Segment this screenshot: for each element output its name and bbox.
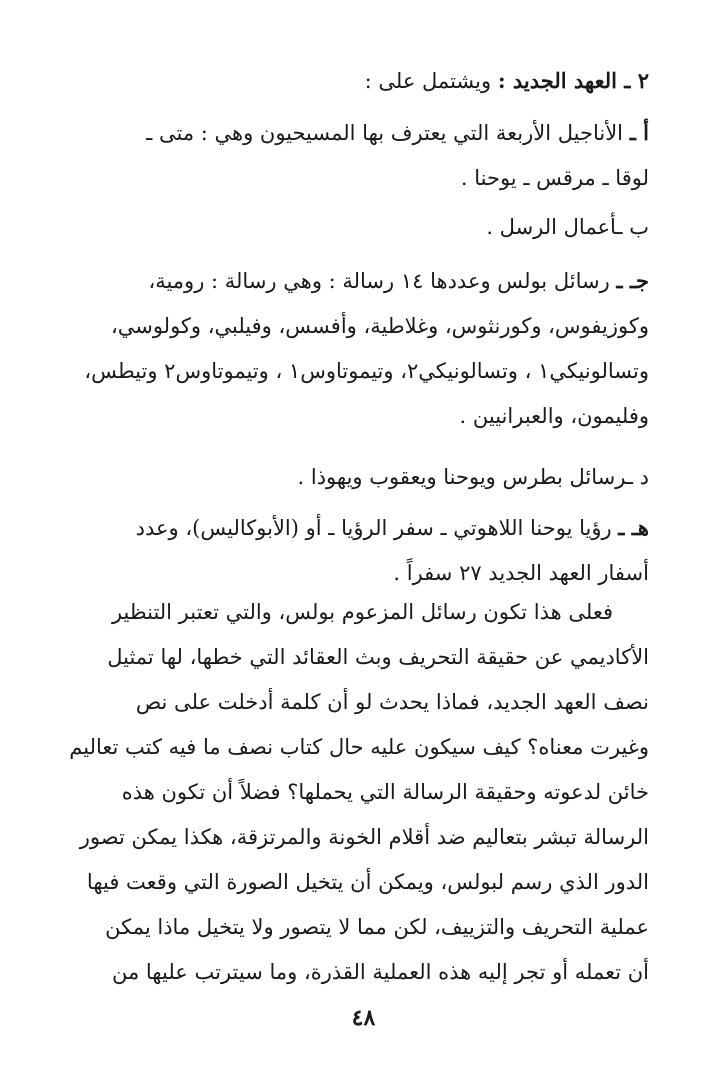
list-item-c-text-4: وفليمون، والعبرانيين . (459, 404, 649, 428)
list-item-c (58, 258, 649, 439)
list-item-c-text-1: رسائل بولس وعددها ١٤ رسالة : وهي رسالة : رومية، (148, 269, 617, 293)
list-item-a (58, 110, 649, 201)
section-heading-label: ٢ ـ العهد الجديد : (497, 68, 649, 93)
section-heading (58, 58, 649, 104)
list-item-c-text-3: وتسالونيكي١ ، وتسالونيكي٢، وتيموتاوس١ ، وتيموتاوس٢ وتيطس، (84, 359, 649, 383)
page-number: ٤٨ (351, 1005, 376, 1031)
paragraph-line: الرسالة تبشر بتعاليم ضد أقلام الخونة والمرتزقة، هكذا يمكن تصور (79, 825, 649, 849)
list-item-c-text-2: وكوزيفوس، وكورنثوس، وغلاطية، وأفسس، وفيلبي، وكولوسي، (110, 314, 649, 338)
list-item-d-letter: د ـ (626, 465, 649, 489)
paragraph-line: الأكاديمي عن حقيقة التحريف وبث العقائد التي خطها، لها تمثيل (107, 645, 649, 669)
list-item-d-text-1: رسائل بطرس ويوحنا ويعقوب ويهوذا . (297, 465, 627, 489)
list-item-a-letter: أ ـ (629, 120, 649, 145)
list-item-e-text-1: رؤيا يوحنا اللاهوتي ـ سفر الرؤيا ـ أو (الأبوكاليس)، وعدد (135, 516, 619, 540)
list-item-a-text-2: لوقا ـ مرقس ـ يوحنا . (460, 166, 649, 190)
paragraph-line: الدور الذي رسم لبولس، ويمكن أن يتخيل الصورة التي وقعت فيها (86, 870, 649, 894)
paragraph-line: عملية التحريف والتزييف، لكن مما لا يتصور ولا يتخيل ماذا يمكن (105, 915, 649, 939)
list-item-e-letter: هـ ـ (618, 515, 649, 540)
list-item-c-letter: جـ ـ (616, 268, 649, 293)
paragraph-line: خائن لدعوته وحقيقة الرسالة التي يحملها؟ فضلاً أن تكون هذه (121, 780, 649, 804)
paragraph-line: وغيرت معناه؟ كيف سيكون عليه حال كتاب نصف ما فيه كتب تعاليم (69, 735, 649, 759)
list-item-d-line-1 (58, 455, 649, 500)
list-item-b (58, 205, 649, 250)
paragraph-line: أن تعمله أو تجر إليه هذه العملية القذرة، وما سيترتب عليها من (112, 960, 649, 984)
list-item-b-line-1 (58, 205, 649, 250)
paragraph-line: فعلى هذا تكون رسائل المزعوم بولس، والتي تعتبر التنظير (111, 600, 613, 624)
list-item-c-line-1 (58, 258, 649, 304)
list-item-d (58, 455, 649, 500)
list-item-a-text-1: الأناجيل الأربعة التي يعترف بها المسيحيون وهي : متى ـ (146, 121, 630, 145)
list-item-e-text-2: أسفار العهد الجديد ٢٧ سفراً . (393, 561, 649, 585)
list-item-b-text-1: أعمال الرسل . (486, 215, 617, 239)
body-paragraph (58, 590, 649, 995)
section-heading-line (58, 58, 649, 104)
list-item-b-letter: ب ـ (616, 215, 649, 239)
section-heading-text: ويشتمل على : (364, 69, 498, 93)
paragraph-line: نصف العهد الجديد، فماذا يحدث لو أن كلمة أدخلت على نص (135, 690, 649, 714)
list-item-a-line-1 (58, 110, 649, 156)
list-item-e-line-1 (58, 505, 649, 551)
list-item-e (58, 505, 649, 596)
